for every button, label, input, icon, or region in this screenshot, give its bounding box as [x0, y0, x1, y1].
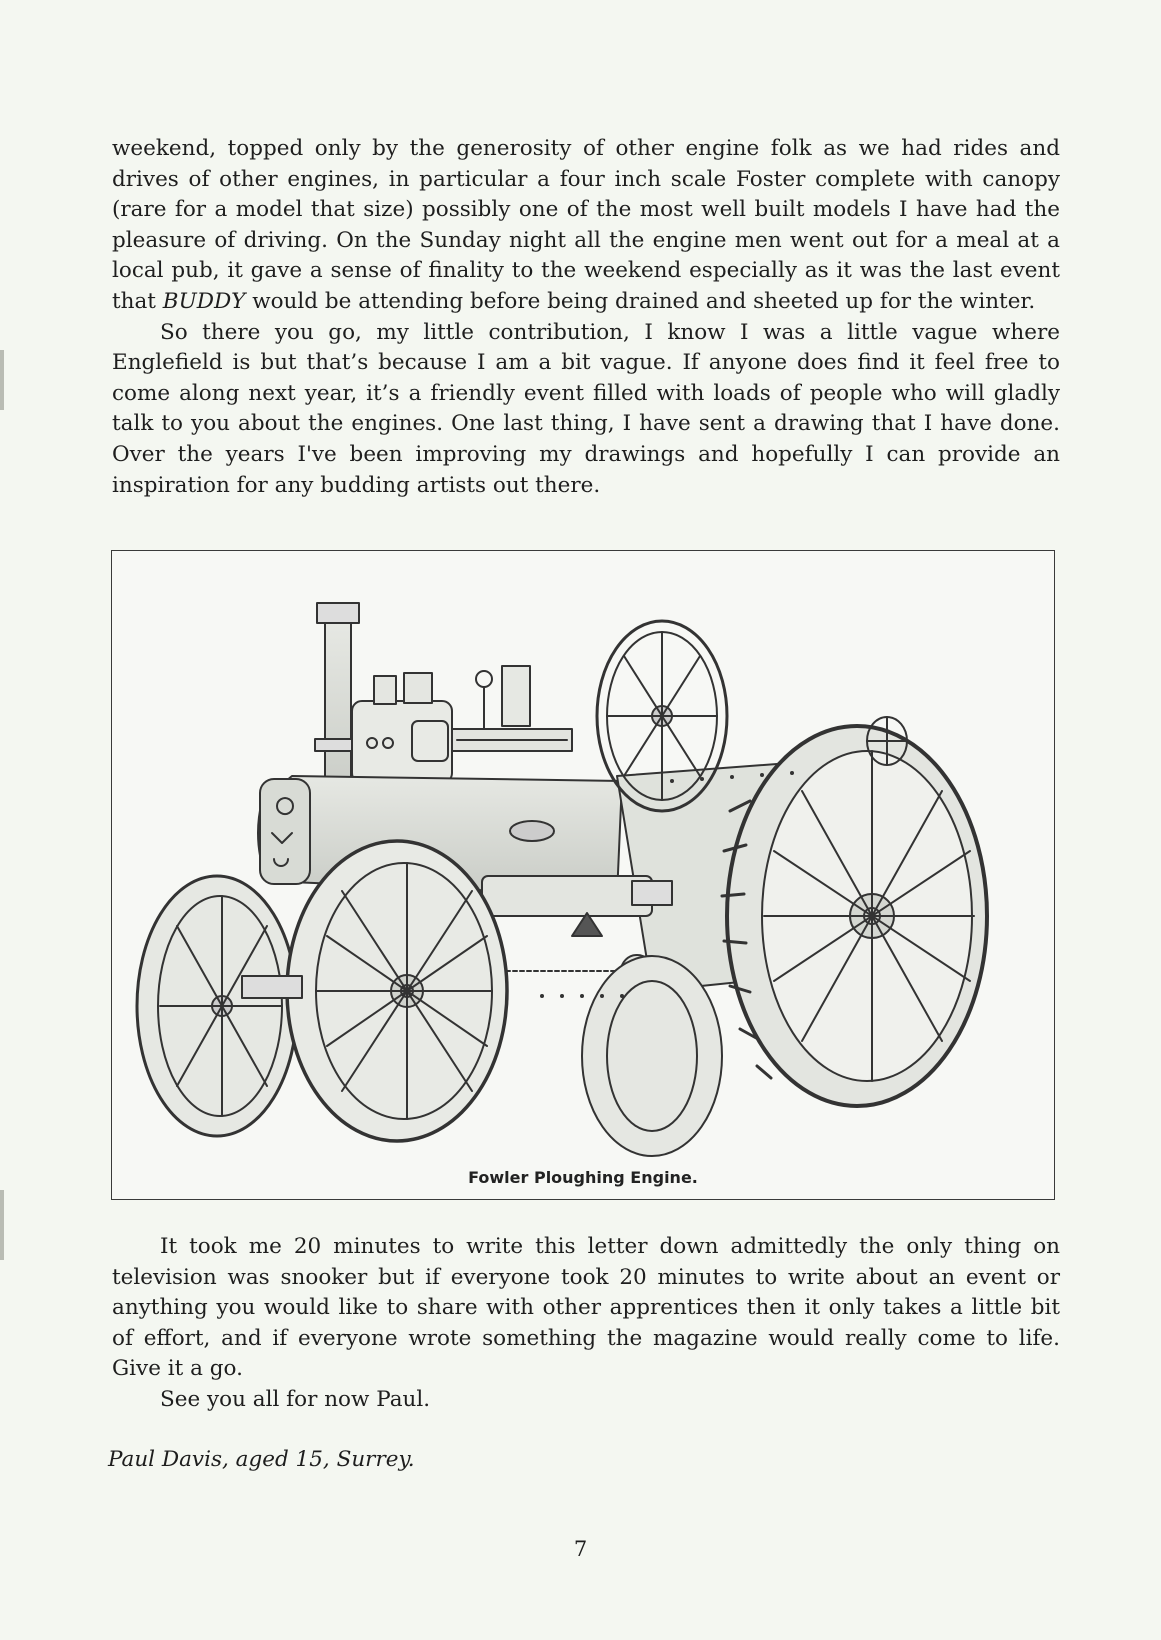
figure-caption: Fowler Ploughing Engine.	[468, 1168, 698, 1187]
engine-drawing-figure	[111, 550, 1055, 1200]
page-number: 7	[573, 1537, 588, 1561]
fowler-engine-drawing	[112, 551, 1055, 1200]
article-text-top	[112, 134, 1060, 501]
author-signature: Paul Davis, aged 15, Surrey.	[108, 1447, 415, 1472]
page-edge-mark	[0, 1190, 4, 1260]
paragraph-4: See you all for now Paul.	[160, 1386, 431, 1412]
engine-name-emphasis: BUDDY	[162, 288, 246, 314]
paragraph-2: So there you go, my little contribution, I know I was a little vague where Englefield is but that’s because I am a bit vague. If anyone does find it feel free to come along next year, it’s a friendly event filled with loads of people who will gladly talk to you about the engines. One last thing, I have sent a drawing that I have done. Over the years I've been improving my drawings and hopefully I can provide an inspiration for any budding artists out there.	[112, 319, 1060, 498]
article-text-bottom	[112, 1232, 1060, 1416]
paragraph-3: It took me 20 minutes to write this letter down admittedly the only thing on television was snooker but if everyone took 20 minutes to write about an event or anything you would like to share with other apprentices then it only takes a little bit of effort, and if everyone wrote something the magazine would really come to life. Give it a go.	[112, 1234, 1060, 1382]
paragraph-1: weekend, topped only by the generosity of other engine folk as we had rides and drives of other engines, in particular a four inch scale Foster complete with canopy (rare for a model that size) possibly one of the most well built models I have had the pleasure of driving. On the Sunday night all the engine men went out for a meal at a local pub, it gave a sense of finality to the weekend especially as it was the last event that BUDDY would be attending before being drained and sheeted up for the winter.	[112, 136, 1060, 314]
page-edge-mark	[0, 350, 4, 410]
